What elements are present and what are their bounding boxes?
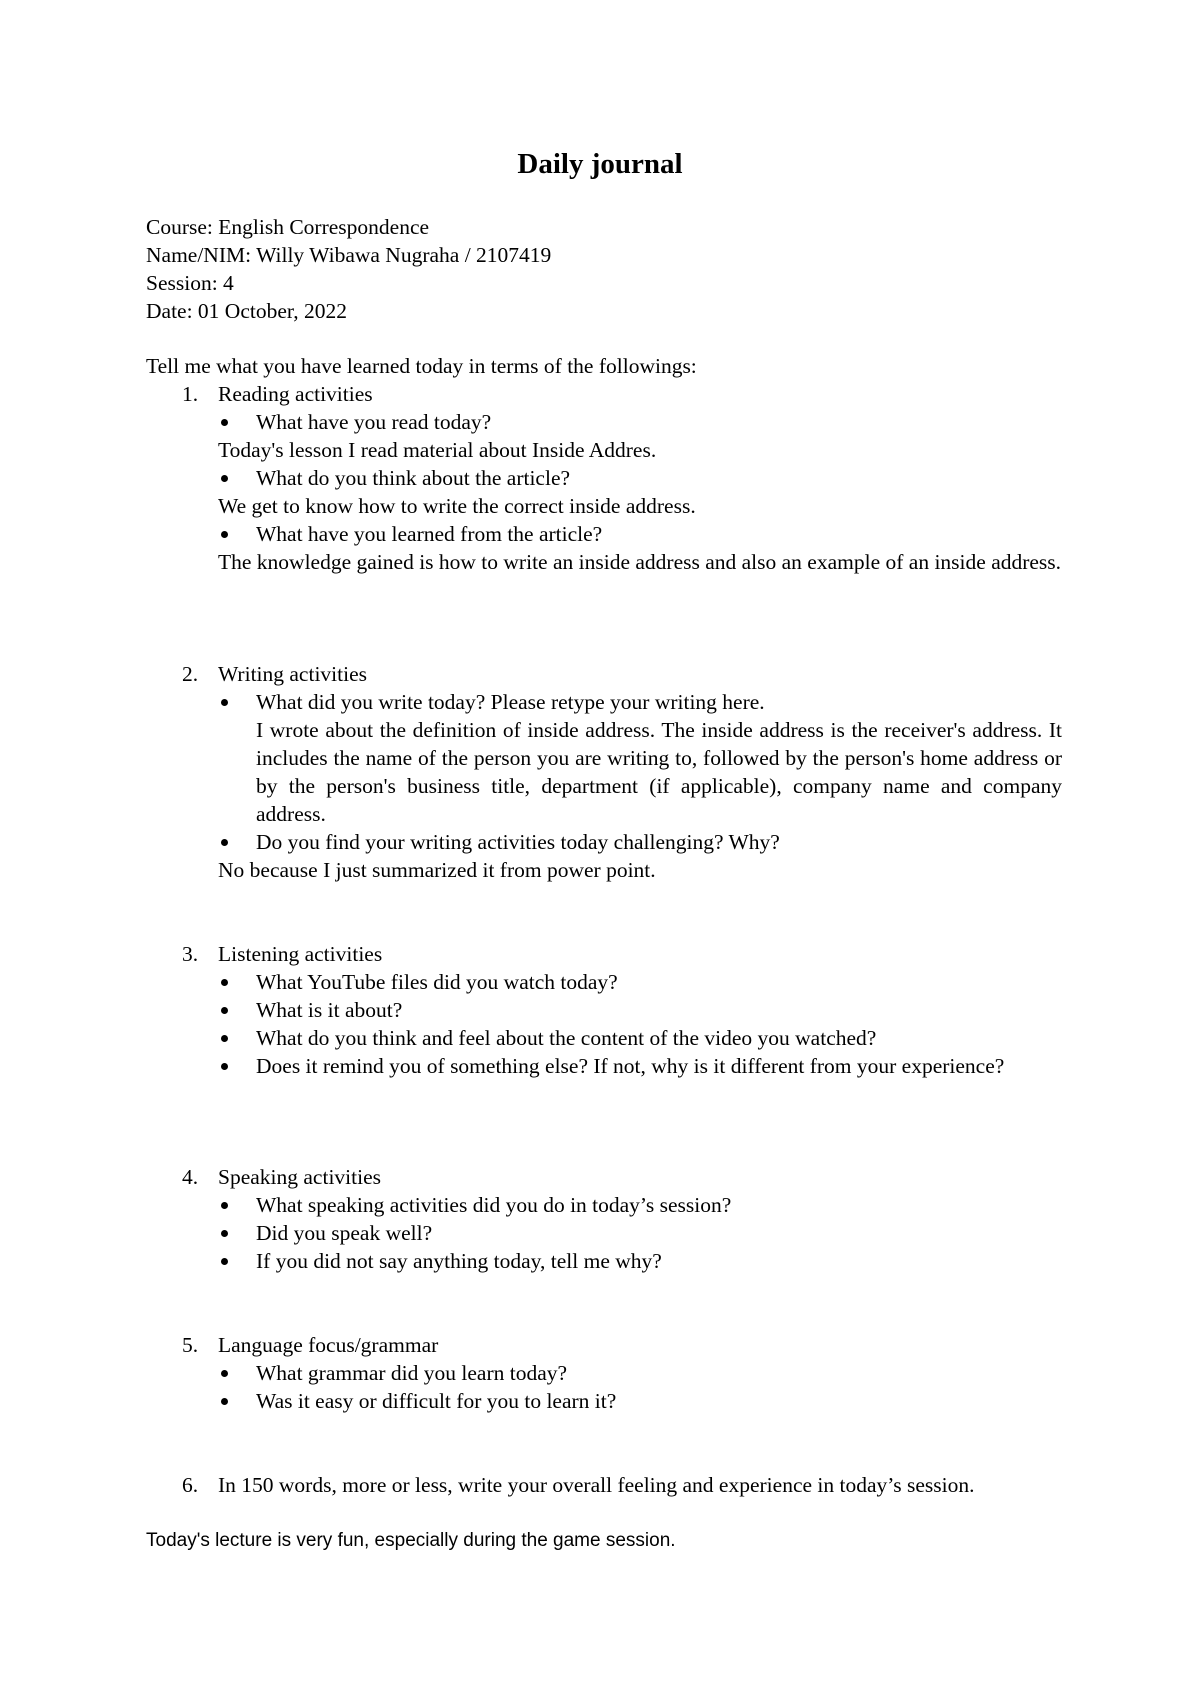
question-text: Was it easy or difficult for you to learn it? — [256, 1389, 617, 1413]
page-title: Daily journal — [517, 148, 683, 180]
section-title: Listening activities — [218, 942, 383, 966]
section-number: 1. — [182, 382, 199, 406]
question-text: What is it about? — [256, 998, 403, 1022]
question-text: What have you read today? — [256, 410, 492, 434]
question-text: What have you learned from the article? — [256, 522, 603, 546]
section-overall — [146, 1471, 1062, 1499]
question-text: Does it remind you of something else? If not, why is it different from your experience? — [256, 1054, 1005, 1078]
question — [146, 1219, 1062, 1247]
question — [146, 408, 1062, 436]
section-heading — [146, 1331, 1062, 1359]
question-text: What do you think and feel about the content of the video you watched? — [256, 1026, 877, 1050]
section-writing — [146, 660, 1062, 884]
section-grammar — [146, 1331, 1062, 1415]
bullet-icon — [221, 979, 228, 986]
question — [146, 688, 1062, 716]
section-speaking — [146, 1163, 1062, 1275]
section-title: Language focus/grammar — [218, 1333, 439, 1357]
question — [146, 464, 1062, 492]
overall-answer: Today's lecture is very fun, especially during the game session. — [146, 1530, 676, 1551]
bullet-icon — [221, 1063, 228, 1070]
bullet-icon — [221, 1370, 228, 1377]
bullet-icon — [221, 531, 228, 538]
section-title: Reading activities — [218, 382, 373, 406]
bullet-icon — [221, 1035, 228, 1042]
question — [146, 1024, 1062, 1052]
bullet-icon — [221, 1230, 228, 1237]
bullet-icon — [221, 839, 228, 846]
course-line: Course: English Correspondence — [146, 215, 430, 239]
answer: I wrote about the definition of inside address. The inside address is the receiver's address. It includes the name of the person you are writing to, followed by the person's home address or by the person's business title, department (if applicable), company name and company address. — [256, 718, 1062, 826]
question — [146, 968, 1062, 996]
section-heading — [146, 380, 1062, 408]
answer: No because I just summarized it from power point. — [218, 858, 656, 882]
question-text: What grammar did you learn today? — [256, 1361, 568, 1385]
date-line: Date: 01 October, 2022 — [146, 299, 347, 323]
section-listening — [146, 940, 1062, 1080]
name-line: Name/NIM: Willy Wibawa Nugraha / 2107419 — [146, 243, 552, 267]
answer: The knowledge gained is how to write an inside address and also an example of an inside address. — [218, 550, 1062, 574]
section-title: Speaking activities — [218, 1165, 382, 1189]
question-text: What YouTube files did you watch today? — [256, 970, 618, 994]
bullet-icon — [221, 1202, 228, 1209]
question-text: Did you speak well? — [256, 1221, 433, 1245]
meta-info — [146, 213, 1062, 325]
bullet-icon — [221, 1007, 228, 1014]
section-title: In 150 words, more or less, write your overall feeling and experience in today’s session. — [218, 1473, 975, 1497]
section-heading — [146, 1471, 1062, 1499]
question-text: What did you write today? Please retype your writing here. — [256, 690, 765, 714]
intro-text: Tell me what you have learned today in terms of the followings: — [146, 354, 697, 378]
question-text: If you did not say anything today, tell me why? — [256, 1249, 662, 1273]
question-text: What do you think about the article? — [256, 466, 571, 490]
question — [146, 1359, 1062, 1387]
question — [146, 1387, 1062, 1415]
section-number: 3. — [182, 942, 199, 966]
bullet-icon — [221, 475, 228, 482]
question-text: What speaking activities did you do in today’s session? — [256, 1193, 732, 1217]
bullet-icon — [221, 1398, 228, 1405]
question — [146, 520, 1062, 548]
bullet-icon — [221, 1258, 228, 1265]
section-number: 6. — [182, 1473, 199, 1497]
section-title: Writing activities — [218, 662, 367, 686]
section-reading — [146, 380, 1062, 576]
section-heading — [146, 660, 1062, 688]
question — [146, 828, 1062, 856]
bullet-icon — [221, 699, 228, 706]
session-line: Session: 4 — [146, 271, 234, 295]
section-heading — [146, 940, 1062, 968]
question — [146, 1247, 1062, 1275]
section-number: 5. — [182, 1333, 199, 1357]
section-number: 4. — [182, 1165, 199, 1189]
question — [146, 996, 1062, 1024]
section-number: 2. — [182, 662, 199, 686]
section-heading — [146, 1163, 1062, 1191]
bullet-icon — [221, 419, 228, 426]
answer: We get to know how to write the correct inside address. — [218, 494, 696, 518]
question-text: Do you find your writing activities today challenging? Why? — [256, 830, 780, 854]
answer: Today's lesson I read material about Inside Addres. — [218, 438, 657, 462]
question — [146, 1191, 1062, 1219]
question — [146, 1052, 1062, 1080]
